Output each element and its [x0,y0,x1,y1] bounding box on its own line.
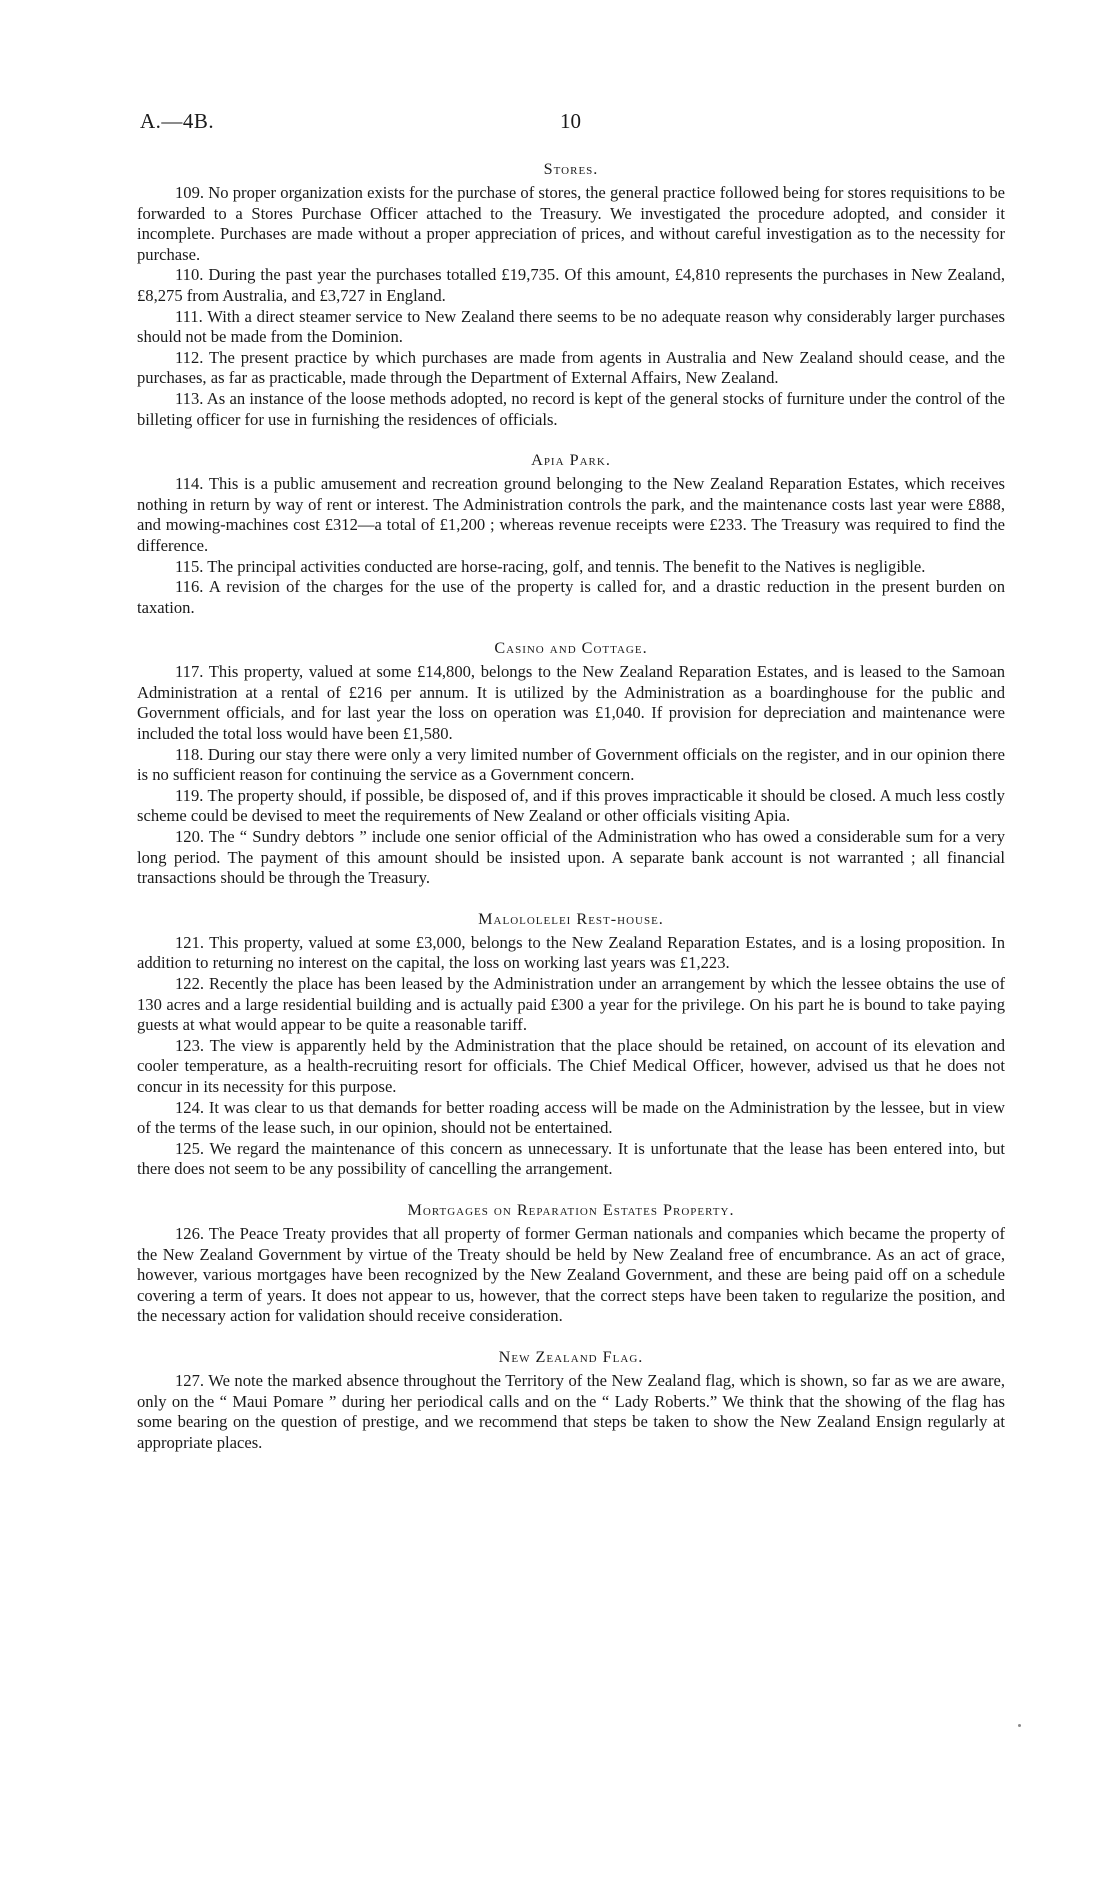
paragraph [137,348,1005,389]
paragraph [137,1036,1005,1098]
paragraph-number: 122. [175,974,205,993]
paragraph-text: This is a public amusement and recreation ground belonging to the New Zealand Reparation Estates, which receives nothing in return by way of rent or interest. The Administration controls the park, and the maintenance costs last year were £888, and mowing-machines cost £312—a total of £1,200 ; whereas revenue receipts were £233. The Treasury was required to find the difference. [137,474,1005,555]
paragraph-number: 120. [175,827,205,847]
paragraph-number: 111. [175,306,203,326]
paragraph-text: Recently the place has been leased by the Administration under an arrangement by which the lessee obtains the use of 130 acres and a large residential building and is actually paid £300 a year for the privilege. On his part he is bound to take paying guests at what would appear to be quite a reasonable tariff. [137,974,1005,1035]
paragraph-text: As an instance of the loose methods adopted, no record is kept of the general stocks of furniture under the control of the billeting officer for use in furnishing the residences of officials. [137,388,1005,429]
paragraph-number: 118. [175,744,204,764]
section-malololelei-rest-house [137,909,1005,1180]
paragraph [137,557,1005,578]
paragraph [137,474,1005,556]
paragraph [137,577,1005,618]
paragraph-number: 126. [175,1223,205,1243]
paragraph [137,1098,1005,1139]
document-body [137,159,1005,1453]
paragraph-text: The property should, if possible, be disposed of, and if this proves impracticable it should be closed. A much less costly scheme could be devised to meet the requirements of New Zealand or other officials visiting Apia. [137,785,1005,826]
paragraph-text: With a direct steamer service to New Zealand there seems to be no adequate reason why considerably larger purchases should not be made from the Dominion. [137,306,1005,347]
paragraph-text: The Peace Treaty provides that all property of former German nationals and companies which became the property of the New Zealand Government by virtue of the Treaty should be held by New Zealand free of encumbrance. As an act of grace, however, various mortgages have been recognized by the New Zealand Government, and these are being paid off on a schedule covering a term of years. It does not appear to us, however, that the correct steps have been taken to regularize the position, and the necessary action for validation should receive consideration. [137,1223,1005,1326]
section-heading: New Zealand Flag. [498,1347,644,1366]
paragraph-number: 110. [175,265,204,285]
paragraph-text: During our stay there were only a very limited number of Government officials on the register, and in our opinion there is no sufficient reason for continuing the service as a Government concern. [137,744,1005,785]
paragraph [137,974,1005,1036]
paragraph [137,933,1005,974]
document-reference: A.—4B. [140,109,215,133]
paragraph-text: This property, valued at some £3,000, belongs to the New Zealand Reparation Estates, and is a losing proposition. In addition to returning no interest on the capital, the loss on working last years was £1,223. [137,932,1005,973]
paragraph [137,786,1005,827]
paragraph-number: 121. [175,932,205,952]
section-casino-and-cottage [137,638,1005,889]
section-apia-park [137,450,1005,618]
paragraph-number: 127. [175,1370,205,1390]
paragraph [137,1224,1005,1327]
paragraph-number: 125. [175,1138,205,1158]
paragraph-text: The principal activities conducted are horse-racing, golf, and tennis. The benefit to the Natives is negligible. [207,556,926,576]
section-new-zealand-flag [137,1347,1005,1453]
paragraph-text: We regard the maintenance of this concern as unnecessary. It is unfortunate that the lease has been entered into, but there does not seem to be any possibility of cancelling the arrangement. [137,1138,1005,1179]
paragraph [137,827,1005,889]
section-heading: Mortgages on Reparation Estates Property. [407,1200,735,1219]
paragraph-number: 123. [175,1035,205,1055]
paragraph [137,1371,1005,1453]
paragraph-text: During the past year the purchases totalled £19,735. Of this amount, £4,810 represents the purchases in New Zealand, £8,275 from Australia, and £3,727 in England. [137,265,1005,305]
paragraph-number: 113. [175,388,204,408]
scan-speck [1018,1724,1021,1727]
section-mortgages [137,1200,1005,1327]
paragraph [137,745,1005,786]
paragraph-text: This property, valued at some £14,800, belongs to the New Zealand Reparation Estates, and is leased to the Samoan Administration at a rental of £216 per annum. It is utilized by the Administration as a boardinghouse for the public and Government officials, and for last year the loss on operation was £1,040. If provision for depreciation and maintenance were included the total loss would have been £1,580. [137,662,1005,744]
paragraph-number: 109. [175,183,205,202]
section-heading: Apia Park. [531,451,611,470]
paragraph [137,389,1005,430]
paragraph-text: A revision of the charges for the use of the property is called for, and a drastic reduction in the present burden on taxation. [137,577,1006,617]
paragraph-number: 116. [175,577,204,597]
paragraph-number: 114. [175,474,204,494]
paragraph-text: The “ Sundry debtors ” include one senior official of the Administration who has owed a considerable sum for a very long period. The payment of this amount should be insisted upon. A separate bank account is not warranted ; all financial transactions should be through the Treasury. [137,827,1005,888]
paragraph-text: We note the marked absence throughout the Territory of the New Zealand flag, which is shown, so far as we are aware, only on the “ Maui Pomare ” during her periodical calls and on the “ Lady Roberts.” We think that the showing of the flag has some bearing on the question of prestige, and we recommend that steps be taken to show the New Zealand Ensign regularly at appropriate places. [137,1370,1005,1452]
paragraph-text: The view is apparently held by the Administration that the place should be retained, on account of its elevation and cooler temperature, as a health-recruiting resort for officials. The Chief Medical Officer, however, advised us that he does not concur in its necessity for this purpose. [137,1035,1006,1096]
page-number: 10 [560,109,581,133]
paragraph [137,265,1005,306]
paragraph [137,1139,1005,1180]
paragraph-number: 117. [175,662,204,682]
paragraph [137,662,1005,744]
paragraph [137,183,1005,265]
paragraph-text: It was clear to us that demands for better roading access will be made on the Administration by the lessee, but in view of the terms of the lease such, in our opinion, should not be entertained. [137,1097,1005,1138]
section-heading: Malololelei Rest-house. [478,909,664,928]
section-stores [137,159,1005,430]
paragraph-number: 115. [175,556,204,576]
paragraph-text: No proper organization exists for the purchase of stores, the general practice followed being for stores requisitions to be forwarded to a Stores Purchase Officer attached to the Treasury. We investigated the procedure adopted, and consider it incomplete. Purchases are made without a proper appreciation of prices, and without careful investigation as to the necessity for purchase. [137,183,1005,264]
paragraph [137,307,1005,348]
section-heading: Casino and Cottage. [494,639,648,658]
paragraph-number: 112. [175,347,204,367]
paragraph-number: 124. [175,1097,205,1117]
paragraph-text: The present practice by which purchases are made from agents in Australia and New Zealand should cease, and the purchases, as far as practicable, made through the Department of External Affairs, New Zealand. [137,347,1005,388]
section-heading: Stores. [543,160,599,178]
paragraph-number: 119. [175,785,204,805]
